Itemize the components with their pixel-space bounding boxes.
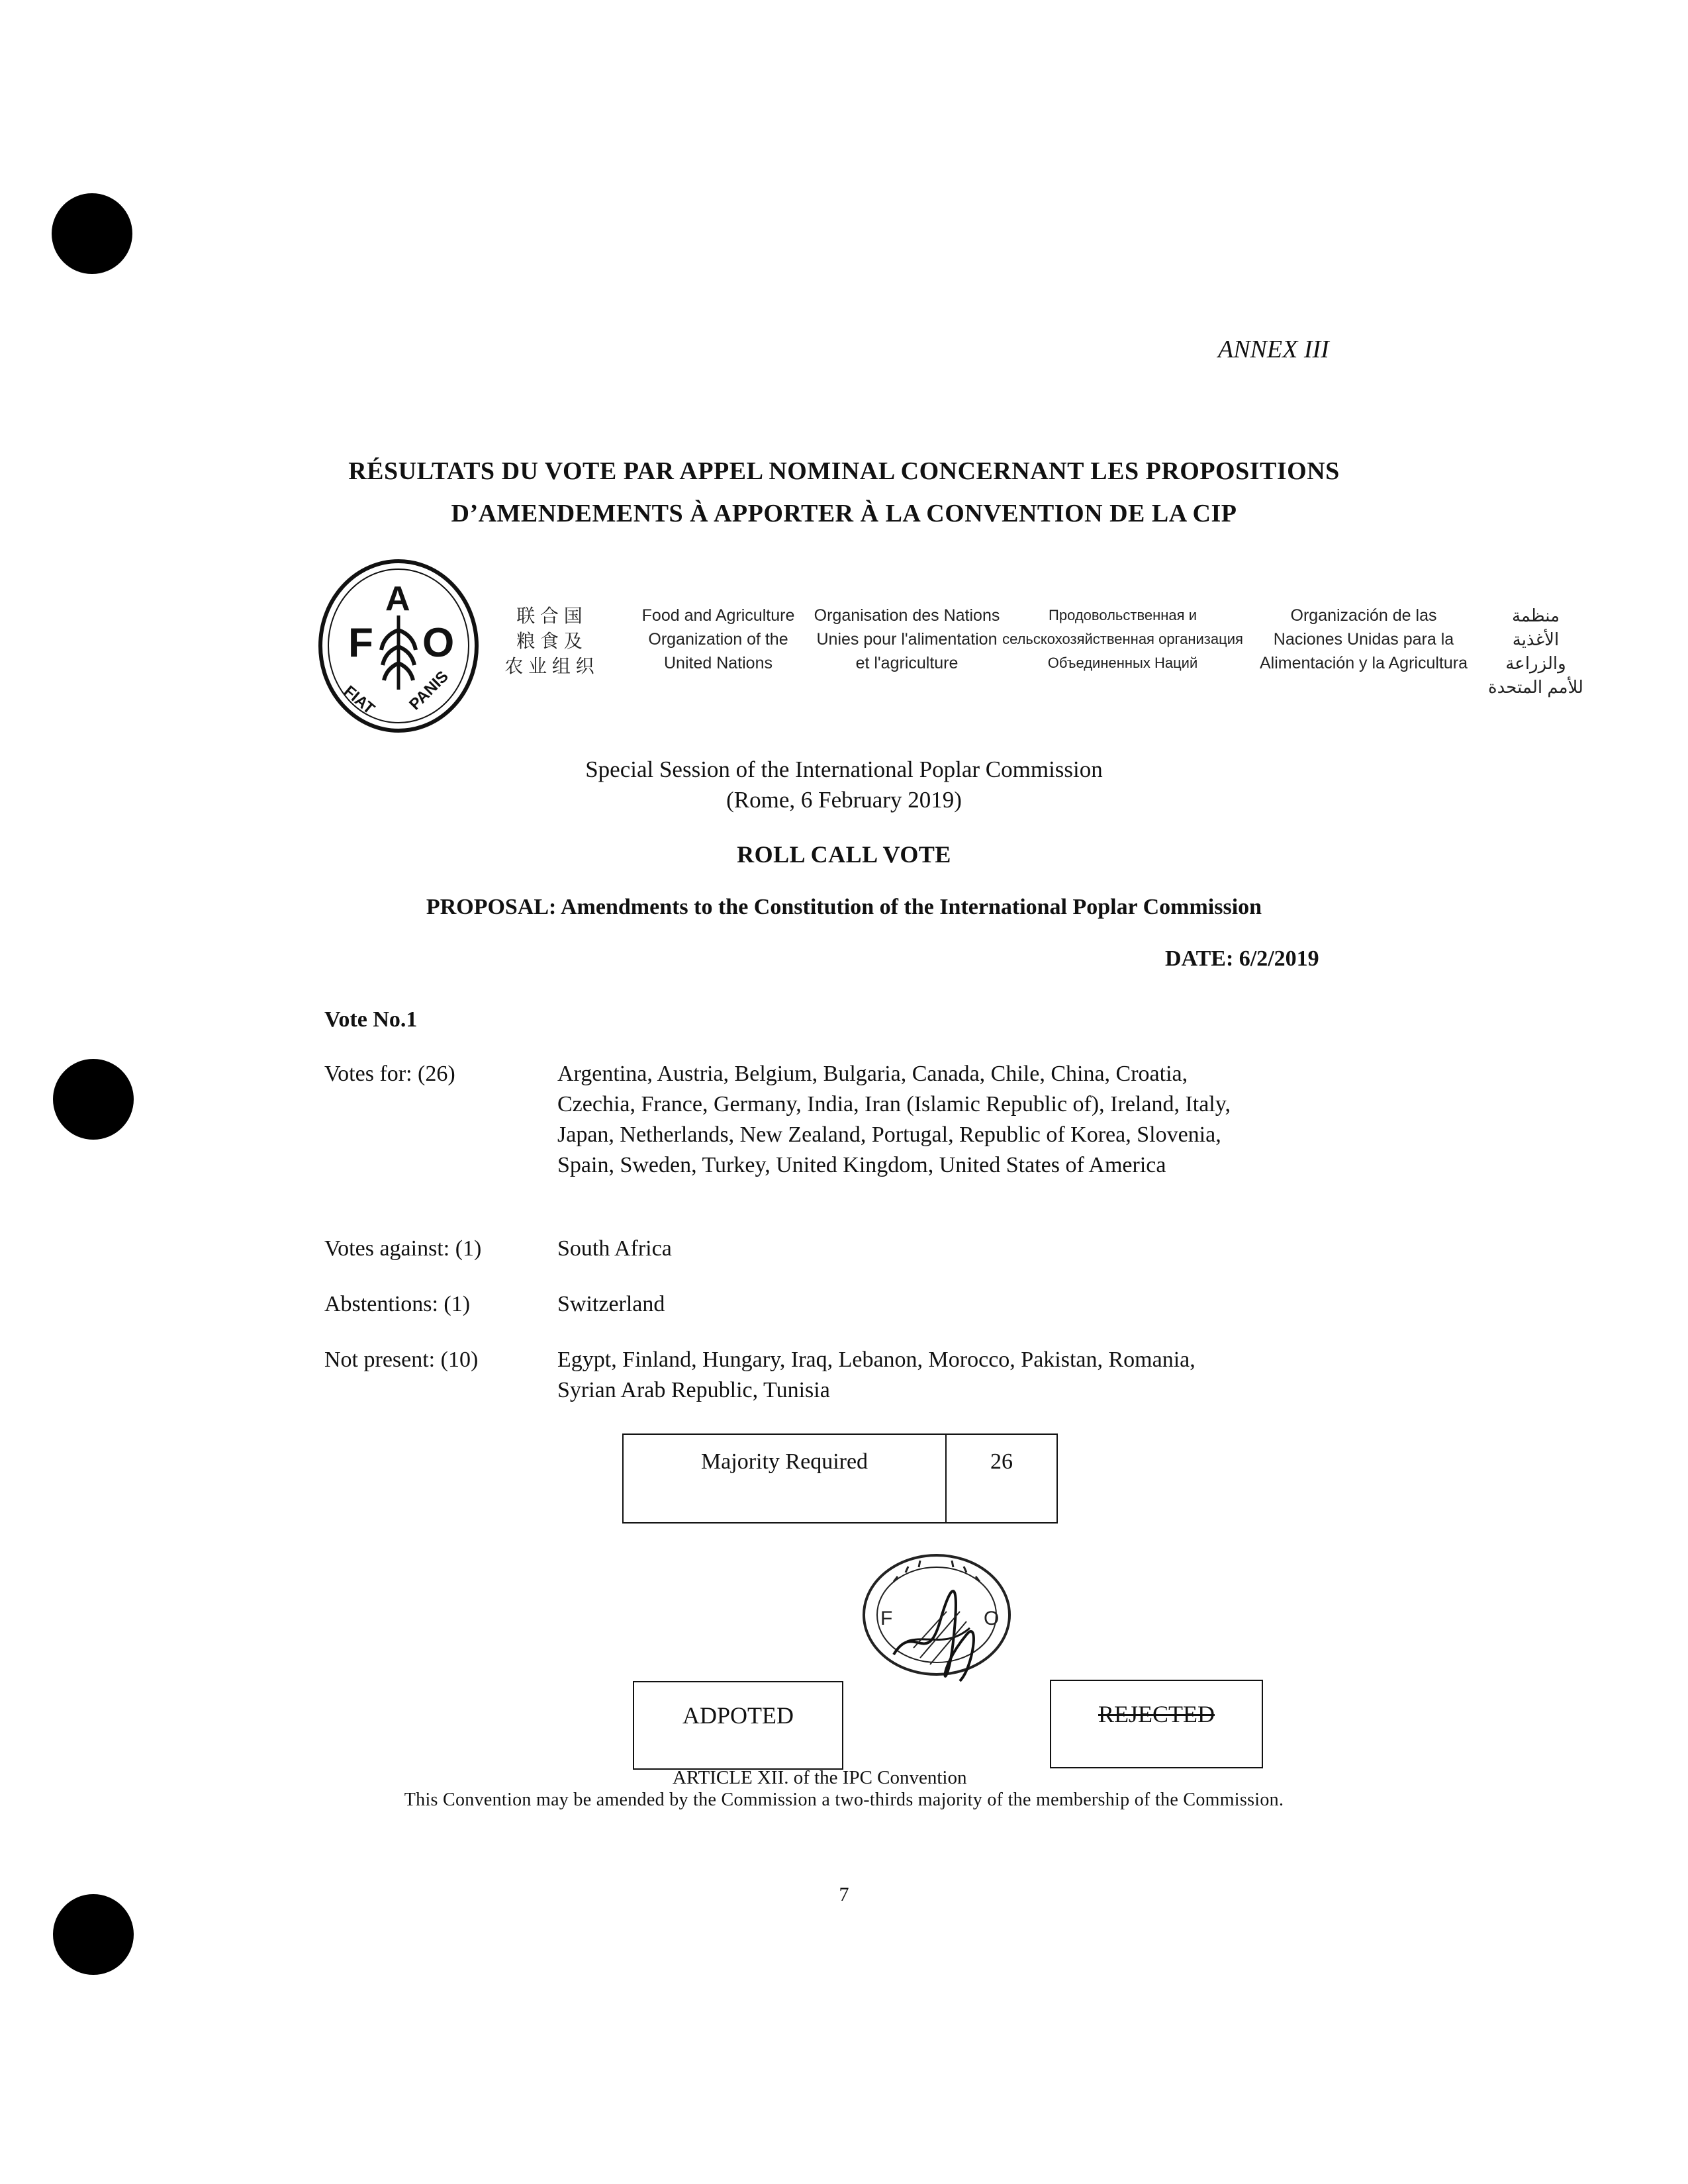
french-title-line-1: RÉSULTATS DU VOTE PAR APPEL NOMINAL CONCERNANT LES PROPOSITIONS <box>348 457 1340 485</box>
annex-label: ANNEX III <box>1218 336 1329 363</box>
punch-hole-bottom <box>53 1894 134 1975</box>
french-title-line-2: D’AMENDEMENTS À APPORTER À LA CONVENTION DE LA CIP <box>451 500 1237 527</box>
svg-text:A: A <box>385 580 410 618</box>
votes-for-label: Votes for: (26) <box>324 1062 455 1086</box>
punch-hole-middle <box>53 1059 134 1140</box>
session-title: Special Session of the International Poplar Commission <box>585 756 1103 782</box>
proposal-line: PROPOSAL: Amendments to the Constitution of the International Poplar Commission <box>426 895 1262 919</box>
svg-text:O: O <box>422 620 455 666</box>
not-present-countries: Egypt, Finland, Hungary, Iraq, Lebanon, Morocco, Pakistan, Romania, Syrian Arab Republic, Tunisia <box>557 1347 1196 1402</box>
majority-table-divider <box>945 1435 947 1522</box>
svg-text:FIAT: FIAT <box>340 682 378 718</box>
adopted-box: ADPOTED <box>633 1681 843 1770</box>
page-number: 7 <box>839 1884 849 1905</box>
svg-text:F: F <box>880 1608 893 1629</box>
majority-required-table <box>622 1433 1058 1524</box>
official-seal-stamp-icon <box>854 1542 1019 1694</box>
svg-text:O: O <box>984 1608 1000 1629</box>
votes-for-countries: Argentina, Austria, Belgium, Bulgaria, Canada, Chile, China, Croatia, Czechia, France, Germany, India, Iran (Islamic Republic of), Ireland, Italy, Japan, Netherlands, New Zealand, Portugal, Republic of Korea, Slovenia, Spain, Sweden, Turkey, United Kingdom, United States of America <box>557 1062 1231 1177</box>
votes-against-countries: South Africa <box>557 1236 672 1261</box>
roll-call-vote-heading: ROLL CALL VOTE <box>737 841 951 868</box>
amendment-rule-footnote: This Convention may be amended by the Commission a two-thirds majority of the membership of the Commission. <box>404 1790 1284 1810</box>
svg-text:F: F <box>348 620 373 666</box>
abstentions-countries: Switzerland <box>557 1292 665 1316</box>
session-location-date: (Rome, 6 February 2019) <box>726 787 962 813</box>
vote-date: DATE: 6/2/2019 <box>1165 946 1319 971</box>
article-reference: ARTICLE XII. of the IPC Convention <box>673 1767 967 1788</box>
punch-hole-top <box>52 193 132 274</box>
majority-required-value: 26 <box>990 1449 1013 1474</box>
rejected-box <box>1050 1680 1263 1768</box>
org-name-french: Organisation des Nations Unies pour l'alimentation et l'agriculture <box>814 606 1000 672</box>
org-name-chinese: 联 合 国 粮 食 及 农 业 组 织 <box>504 606 594 676</box>
votes-against-label: Votes against: (1) <box>324 1236 482 1261</box>
fao-logo-icon <box>316 557 481 735</box>
rejected-label: REJECTED <box>1098 1701 1215 1727</box>
vote-number: Vote No.1 <box>324 1007 418 1032</box>
majority-required-label: Majority Required <box>700 1449 868 1474</box>
not-present-label: Not present: (10) <box>324 1347 479 1372</box>
abstentions-label: Abstentions: (1) <box>324 1292 471 1316</box>
org-name-russian: Продовольственная и сельскохозяйственная организация Объединенных Наций <box>1002 607 1243 671</box>
svg-text:PANIS: PANIS <box>406 667 452 714</box>
org-name-english: Food and Agriculture Organization of the United Nations <box>641 606 795 672</box>
org-name-spanish: Organización de las Naciones Unidas para la Alimentación y la Agricultura <box>1259 606 1468 672</box>
org-name-arabic: منظمة الأغذية والزراعة للأمم المتحدة <box>1488 606 1583 697</box>
